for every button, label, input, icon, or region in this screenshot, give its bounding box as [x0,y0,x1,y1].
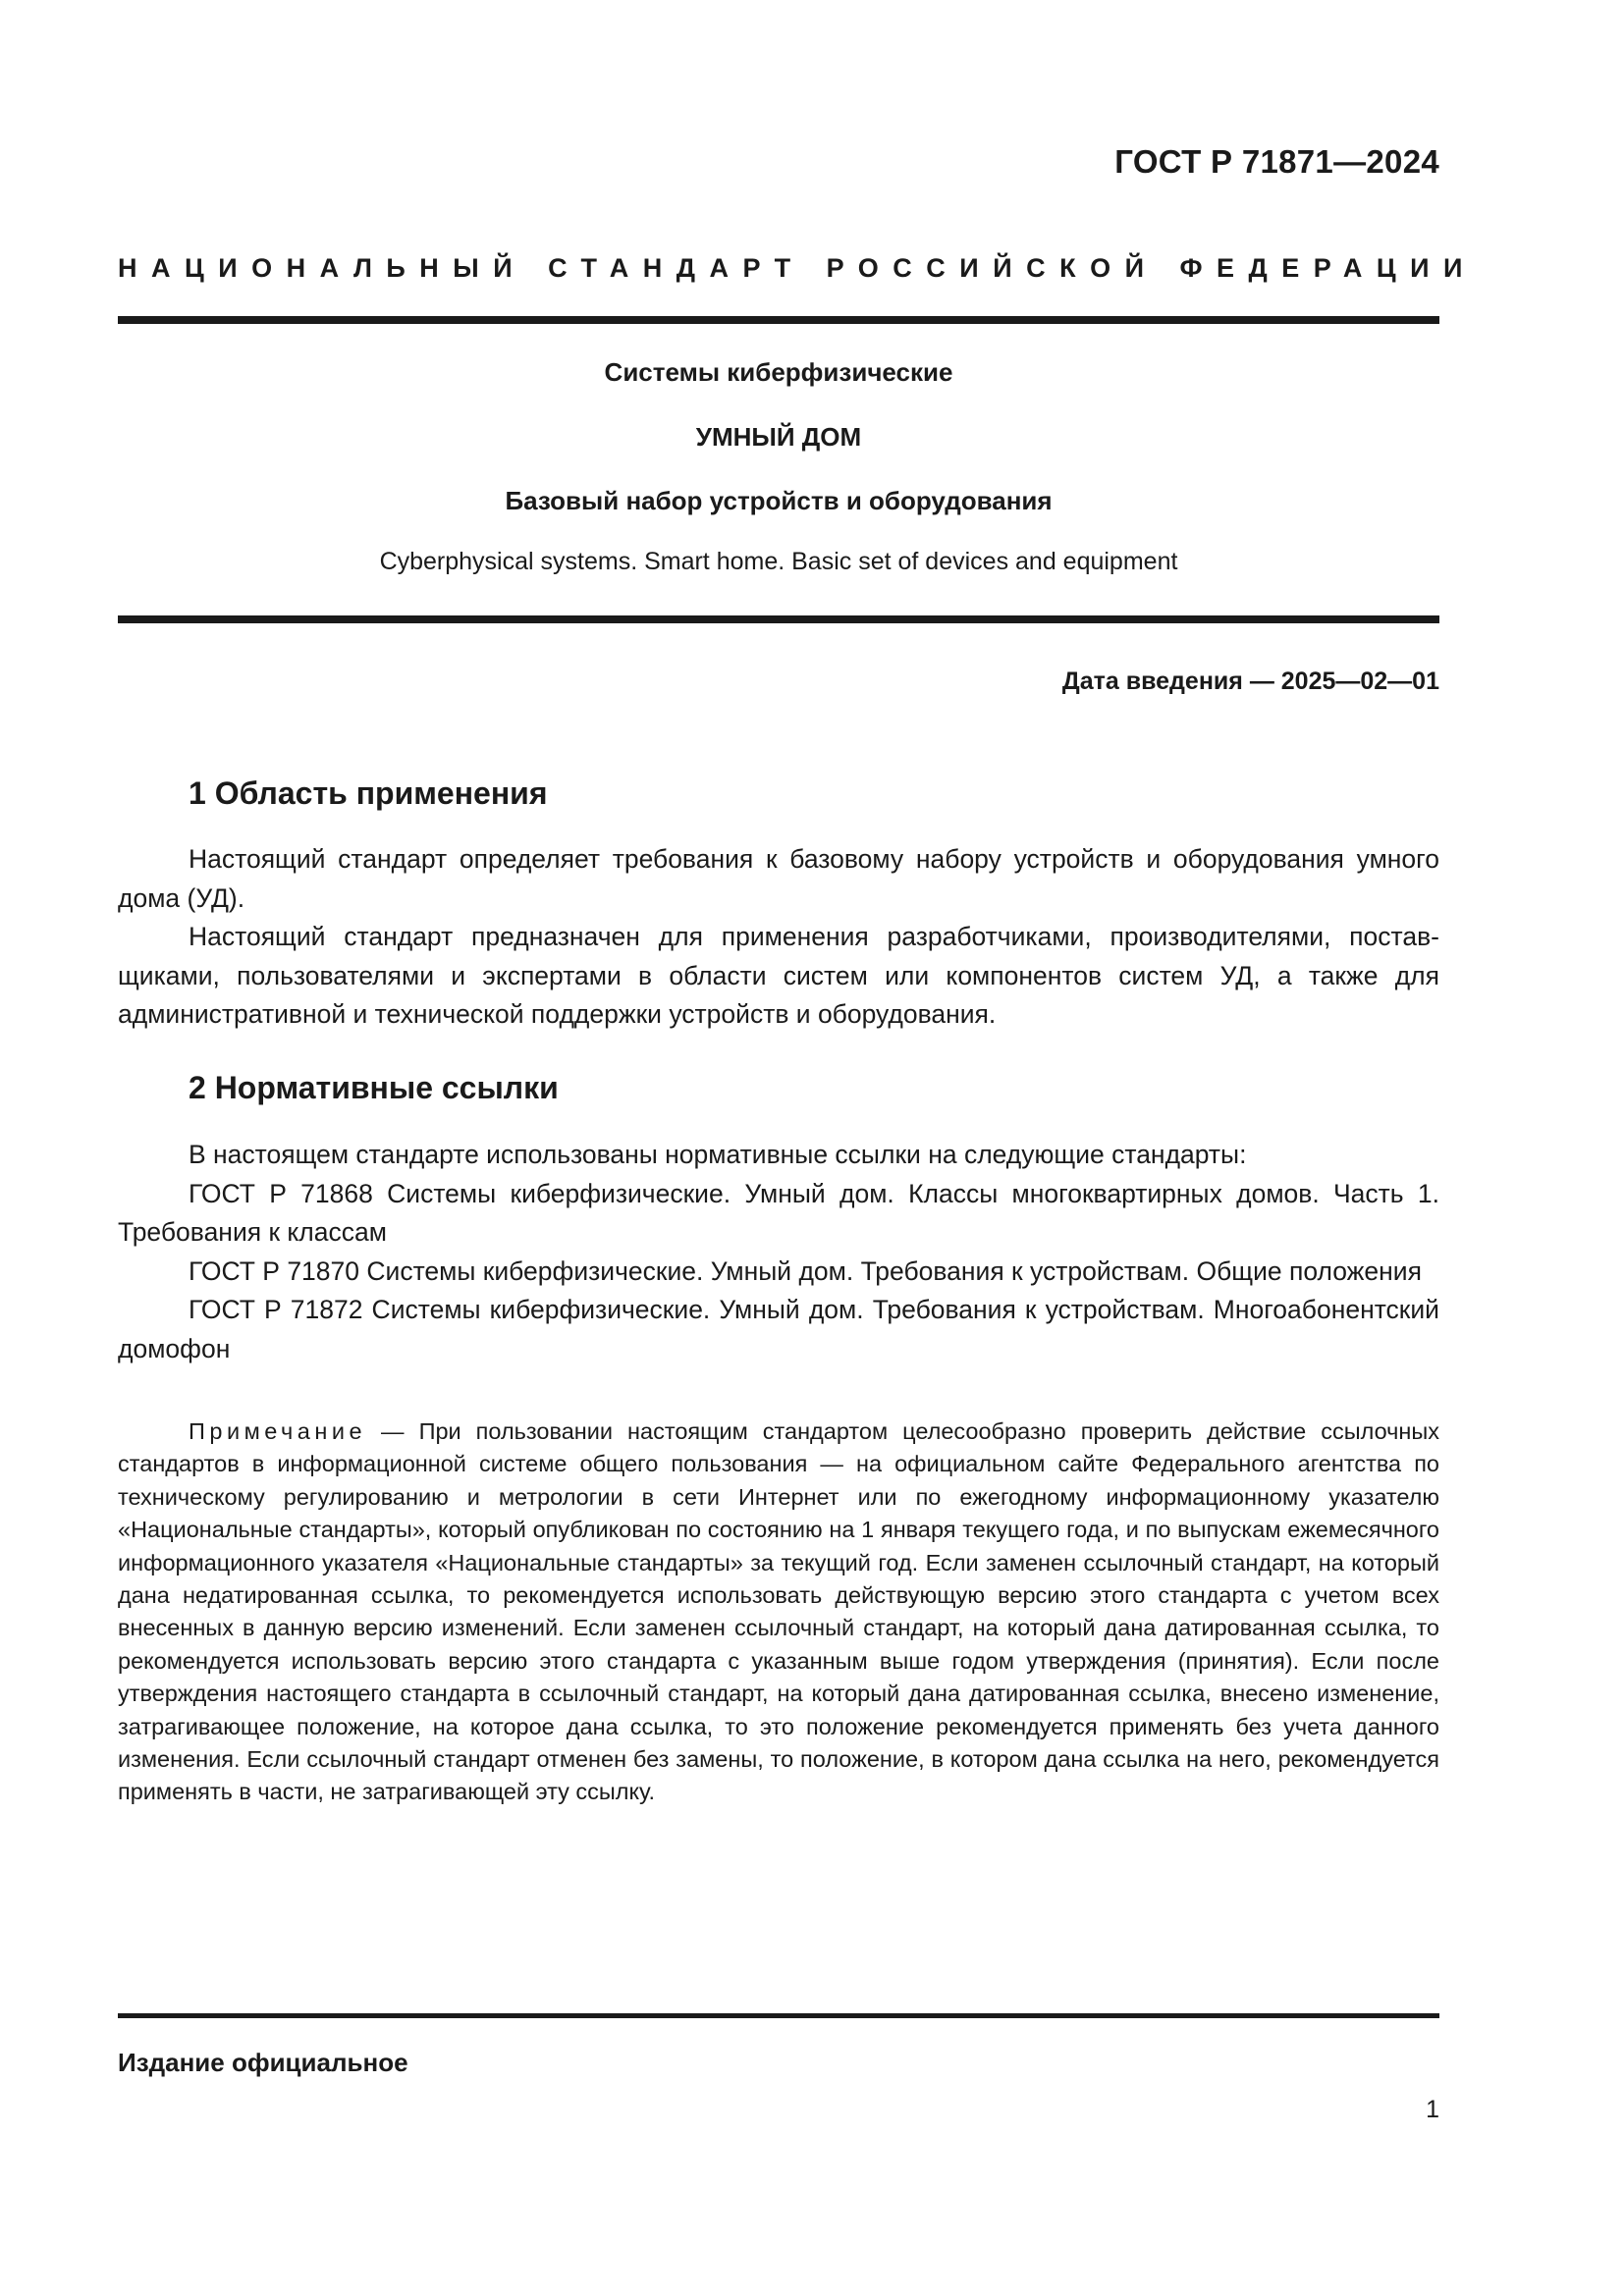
note-paragraph [118,1415,1439,1809]
title-line-1: Системы киберфизические [604,357,953,387]
section-2-paragraph: В настоящем стандарте использованы нормативные ссылки на следующие стандарты: [189,1140,1247,1169]
section-1-paragraph: Настоящий стандарт определяет требования к базовому набору устройств и оборудования умного дома (УД). [118,844,1439,913]
introduction-date: Дата введения — 2025—02—01 [1061,667,1439,695]
title-english: Cyberphysical systems. Smart home. Basic set of devices and equipment [379,548,1178,575]
reference-gost-71870: ГОСТ Р 71870 Системы киберфизические. Умный дом. Требования к устройствам. Общие положения [189,1255,1422,1286]
section-2-heading: 2 Нормативные ссылки [189,1070,559,1105]
national-standard-banner: НАЦИОНАЛЬНЫЙ СТАНДАРТ РОССИЙСКОЙ ФЕДЕРАЦИИ [118,253,1477,283]
title-divider [118,615,1439,623]
page-number: 1 [1426,2096,1439,2123]
reference-gost-71868: ГОСТ Р 71868 Системы киберфизические. Умный дом. Классы многоквартирных домов. Часть 1. Требования к классам [118,1178,1439,1247]
section-1-paragraph: Настоящий стандарт предназначен для применения разработчиками, производителями, поставщиками, пользователями и экспертами в области систем или компонентов систем УД, а также для административной и технической поддержки устройств и оборудования. [118,922,1439,1029]
section-2-body [118,1136,1439,1368]
section-1-heading: 1 Область применения [189,775,548,811]
standard-designation: ГОСТ Р 71871—2024 [1114,143,1439,180]
title-line-2: УМНЫЙ ДОМ [695,422,862,452]
note-block [118,1415,1439,1809]
official-edition-label: Издание официальное [118,2048,408,2077]
note-label: Примечание [189,1418,367,1444]
title-line-3: Базовый набор устройств и оборудования [505,486,1053,515]
note-text: — При пользовании настоящим стандартом целесообразно проверить действие ссылочных стандартов в информационной системе общего пользования — на официальном сайте Федерального агентства по техническому регулированию и метрологии в сети Интернет или по ежегодному информационному указателю «Национальные стандарты», который опубликован по состоянию на 1 января текущего года, и по выпускам ежемесячного информационного указателя «Национальные стандарты» за текущий год. Если заменен ссылочный стандарт, на который дана недатированная ссылка, то рекомендуется использовать действующую версию этого стандарта с учетом всех внесенных в данную версию изменений. Если заменен ссылочный стандарт, на который дана датированная ссылка, то рекомендуется использовать версию этого стандарта с указанным выше годом утверждения (принятия). Если после утверждения настоящего стандарта в ссылочный стандарт, на который дана датированная ссылка, внесено изменение, затрагивающее положение, на которое дана ссылка, то это положение рекомендуется применять без учета данного изменения. Если ссылочный стандарт отменен без замены, то положение, в котором дана ссылка на него, рекомендуется применять в части, не затрагивающей эту ссылку. [118,1418,1439,1805]
section-1-body [118,840,1439,1035]
top-divider [118,316,1439,324]
reference-gost-71872: ГОСТ Р 71872 Системы киберфизические. Умный дом. Требования к устройствам. Многоабонентский домофон [118,1295,1439,1363]
document-page [118,0,1477,2296]
footer-divider [118,2013,1439,2018]
